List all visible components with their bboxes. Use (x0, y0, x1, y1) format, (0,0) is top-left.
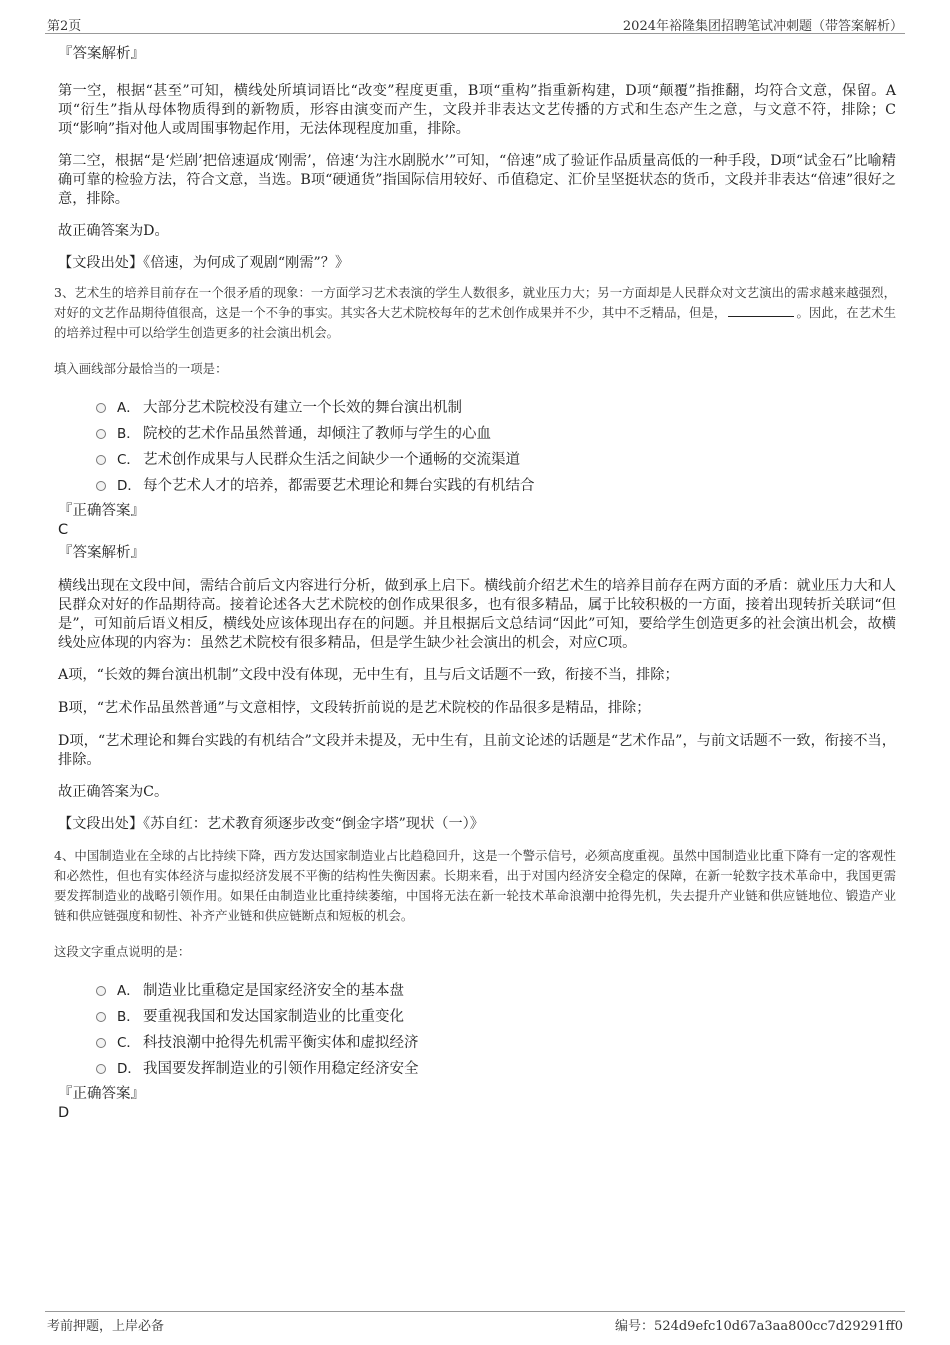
source-citation: 【文段出处】《倍速，为何成了观剧“刚需”？》 (58, 255, 350, 271)
option-letter: A． (117, 400, 140, 416)
option-text: 每个艺术人才的培养，都需要艺术理论和舞台实践的有机结合 (143, 477, 535, 494)
page-header (45, 14, 905, 34)
option-text: 院校的艺术作品虽然普通，却倾注了教师与学生的心血 (143, 425, 491, 442)
radio-button-icon[interactable] (96, 429, 106, 439)
option-c[interactable] (96, 445, 896, 471)
option-text: 大部分艺术院校没有建立一个长效的舞台演出机制 (143, 399, 462, 416)
fill-blank-line (728, 304, 794, 317)
radio-button-icon[interactable] (96, 481, 106, 491)
option-letter: B． (117, 1009, 140, 1025)
answer-analysis-label: 『答案解析』 (58, 545, 145, 561)
analysis-paragraph: B项，“艺术作品虽然普通”与文意相悖，文段转折前说的是艺术院校的作品很多是精品，排除； (58, 700, 651, 716)
option-text: 我国要发挥制造业的引领作用稳定经济安全 (143, 1060, 419, 1077)
footer-slogan: 考前押题，上岸必备 (47, 1319, 165, 1334)
analysis-paragraph: 第二空，根据“是‘烂剧’把倍速逼成‘刚需’，倍速‘为注水剧脱水’”可知，“倍速”成了验证作品质量高低的一种手段，D项“试金石”比喻精确可靠的检验方法，符合文意，当选。B项“硬通货”指国际信用较好、币值稳定、汇价呈坚挺状态的货币，文段并非表达“倍速”很好之意，排除。 (58, 153, 896, 207)
analysis-conclusion: 故正确答案为C。 (58, 784, 169, 800)
option-b[interactable] (96, 419, 896, 445)
radio-button-icon[interactable] (96, 986, 106, 996)
option-letter: D． (117, 1061, 141, 1077)
analysis-paragraph: 第一空，根据“甚至”可知，横线处所填词语比“改变”程度更重，B项“重构”指重新构建，D项“颠覆”指推翻，均符合文意，保留。A项“衍生”指从母体物质得到的新物质，形容由演变而产生，文段并非表达文艺传播的方式和生态产生之意，与文意不符，排除；C项“影响”指对他人或周围事物起作用，无法体现程度加重，排除。 (58, 83, 896, 137)
option-text: 艺术创作成果与人民群众生活之间缺少一个通畅的交流渠道 (143, 451, 520, 468)
question-3-stem: 3、艺术生的培养目前存在一个很矛盾的现象：一方面学习艺术表演的学生人数很多，就业压力大；另一方面却是人民群众对文艺演出的需求越来越强烈，对好的文艺作品期待值很高，这是一个不争的事实。其实各大艺术院校每年的艺术创作成果并不少，其中不乏精品，但是， 。因此，在艺术生的培养过程中可以给学生创造更多的社会演出机会。 (54, 285, 897, 340)
option-text: 要重视我国和发达国家制造业的比重变化 (143, 1008, 404, 1025)
analysis-paragraph: 横线出现在文段中间，需结合前后文内容进行分析，做到承上启下。横线前介绍艺术生的培养目前存在两方面的矛盾：就业压力大和人民群众对好的作品期待高。接着论述各大艺术院校的创作成果很多，也有很多精品，属于比较积极的一方面，接着出现转折关联词“但是”，可知前后语义相反，横线处应该体现出存在的问题。并且根据后文总结词“因此”可知，要给学生创造更多的社会演出机会，故横线处应体现的内容为：虽然艺术院校有很多精品，但是学生缺少社会演出的机会，对应C项。 (58, 578, 896, 651)
option-d[interactable] (96, 471, 896, 497)
option-a[interactable] (96, 976, 896, 1002)
question-4-prompt: 这段文字重点说明的是： (54, 944, 191, 959)
page-content (54, 44, 896, 1123)
question-4-stem: 4、中国制造业在全球的占比持续下降，西方发达国家制造业占比趋稳回升，这是一个警示信号，必须高度重视。虽然中国制造业比重下降有一定的客观性和必然性，但也有实体经济与虚拟经济发展不平衡的结构性失衡因素。长期来看，出于对国内经济安全稳定的保障，在新一轮数字技术革命中，我国更需要发挥制造业的战略引领作用。如果任由制造业比重持续萎缩，中国将无法在新一轮技术革命浪潮中抢得先机，失去提升产业链和供应链地位、锻造产业链和供应链强度和韧性、补齐产业链和供应链断点和短板的机会。 (54, 848, 896, 923)
radio-button-icon[interactable] (96, 1038, 106, 1048)
analysis-paragraph: D项，“艺术理论和舞台实践的有机结合”文段并未提及，无中生有，且前文论述的话题是“艺术作品”，与前文话题不一致，衔接不当，排除。 (58, 733, 896, 768)
option-a[interactable] (96, 393, 896, 419)
question-3-prompt: 填入画线部分最恰当的一项是： (54, 361, 228, 376)
analysis-paragraph: A项，“长效的舞台演出机制”文段中没有体现，无中生有，且与后文话题不一致，衔接不当，排除； (58, 667, 679, 683)
page-number: 第2页 (47, 19, 82, 34)
page-footer (45, 1311, 905, 1332)
option-letter: C． (117, 452, 140, 468)
option-letter: A． (117, 983, 140, 999)
option-text: 制造业比重稳定是国家经济安全的基本盘 (143, 982, 404, 999)
option-letter: D． (117, 478, 141, 494)
answer-analysis-label: 『答案解析』 (58, 46, 145, 62)
correct-answer-label: 『正确答案』 (58, 503, 145, 519)
option-letter: B． (117, 426, 140, 442)
radio-button-icon[interactable] (96, 403, 106, 413)
option-c[interactable] (96, 1028, 896, 1054)
correct-answer-value: C (58, 522, 69, 538)
source-citation: 【文段出处】《苏自红：艺术教育须逐步改变“倒金字塔”现状（一）》 (58, 816, 484, 832)
radio-button-icon[interactable] (96, 455, 106, 465)
radio-button-icon[interactable] (96, 1064, 106, 1074)
document-id: 编号：524d9efc10d67a3aa800cc7d29291ff0 (615, 1319, 903, 1334)
correct-answer-value: D (58, 1105, 70, 1121)
correct-answer-label: 『正确答案』 (58, 1086, 145, 1102)
option-text: 科技浪潮中抢得先机需平衡实体和虚拟经济 (143, 1034, 419, 1051)
analysis-conclusion: 故正确答案为D。 (58, 223, 169, 239)
question-4-options (96, 976, 896, 1080)
question-3-options (96, 393, 896, 497)
option-letter: C． (117, 1035, 140, 1051)
document-title: 2024年裕隆集团招聘笔试冲刺题（带答案解析） (622, 19, 903, 34)
option-d[interactable] (96, 1054, 896, 1080)
radio-button-icon[interactable] (96, 1012, 106, 1022)
option-b[interactable] (96, 1002, 896, 1028)
